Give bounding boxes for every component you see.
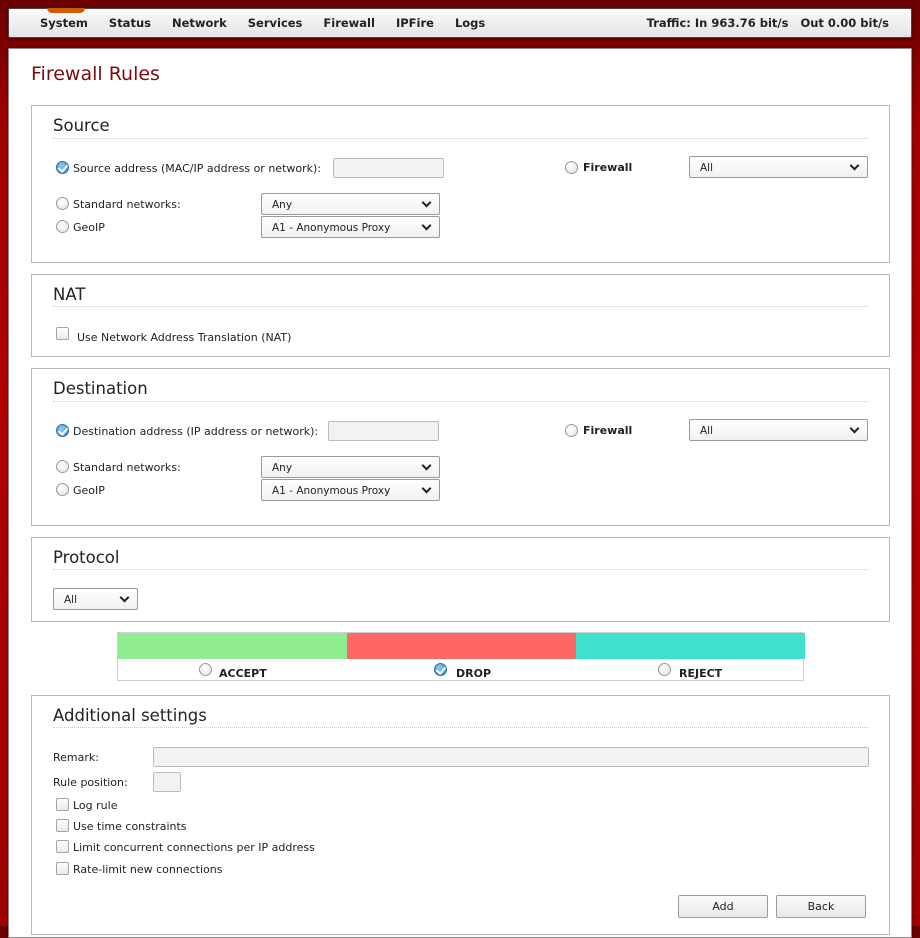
- reject-radio[interactable]: [658, 663, 671, 676]
- source-firewall-select-value: All: [700, 162, 714, 174]
- divider: [53, 401, 869, 402]
- additional-heading: Additional settings: [53, 706, 207, 725]
- drop-color-bar: [347, 633, 576, 659]
- drop-radio[interactable]: [434, 663, 447, 676]
- source-geoip-select[interactable]: [261, 216, 440, 238]
- rate-limit-checkbox[interactable]: [56, 862, 69, 875]
- source-geoip-radio[interactable]: [56, 220, 69, 233]
- traffic-readout: [647, 16, 889, 30]
- rule-position-input[interactable]: [153, 772, 181, 792]
- chevron-down-icon: [120, 593, 130, 603]
- chevron-down-icon: [850, 424, 860, 434]
- page-title: Firewall Rules: [31, 63, 160, 85]
- destination-geoip-label: GeoIP: [73, 484, 105, 497]
- use-nat-checkbox[interactable]: [56, 327, 69, 340]
- divider: [53, 569, 869, 570]
- destination-firewall-label: Firewall: [583, 424, 633, 437]
- chevron-down-icon: [422, 221, 432, 231]
- source-std-networks-select-value: Any: [272, 199, 293, 211]
- chevron-down-icon: [422, 461, 432, 471]
- add-button[interactable]: Add: [678, 895, 768, 918]
- source-std-networks-radio[interactable]: [56, 197, 69, 210]
- chevron-down-icon: [422, 484, 432, 494]
- nat-heading: NAT: [53, 285, 86, 304]
- source-heading: Source: [53, 116, 110, 135]
- source-address-radio[interactable]: [56, 161, 69, 174]
- time-constraints-checkbox[interactable]: [56, 819, 69, 832]
- remark-label: Remark:: [53, 751, 99, 764]
- menu-ipfire[interactable]: IPFire: [395, 16, 434, 30]
- concurrent-connections-label: Limit concurrent connections per IP address: [73, 841, 315, 854]
- destination-firewall-radio[interactable]: [565, 424, 578, 437]
- destination-geoip-select[interactable]: [261, 479, 440, 501]
- destination-geoip-radio[interactable]: [56, 483, 69, 496]
- top-nav-bar: [8, 8, 912, 38]
- concurrent-connections-checkbox[interactable]: [56, 840, 69, 853]
- destination-std-networks-radio[interactable]: [56, 460, 69, 473]
- rule-action-selector: [117, 632, 804, 681]
- source-geoip-select-value: A1 - Anonymous Proxy: [272, 222, 391, 234]
- logo-fragment: [47, 8, 85, 13]
- source-address-label: Source address (MAC/IP address or network):: [73, 162, 321, 175]
- chevron-down-icon: [422, 198, 432, 208]
- remark-input[interactable]: [153, 747, 869, 767]
- source-std-networks-select[interactable]: [261, 193, 440, 215]
- destination-firewall-select-value: All: [700, 425, 714, 437]
- accept-label: ACCEPT: [219, 667, 267, 680]
- drop-label: DROP: [456, 667, 492, 680]
- reject-color-bar: [576, 633, 805, 659]
- menu-services[interactable]: Services: [247, 16, 303, 30]
- source-firewall-radio[interactable]: [565, 161, 578, 174]
- destination-heading: Destination: [53, 379, 148, 398]
- rule-position-label: Rule position:: [53, 776, 128, 789]
- main-menu: [40, 16, 506, 30]
- divider: [53, 138, 869, 139]
- destination-std-networks-select[interactable]: [261, 456, 440, 478]
- protocol-heading: Protocol: [53, 548, 120, 567]
- rate-limit-label: Rate-limit new connections: [73, 863, 223, 876]
- source-firewall-select[interactable]: [689, 156, 868, 178]
- traffic-out: Out 0.00 bit/s: [800, 16, 889, 30]
- use-nat-label: Use Network Address Translation (NAT): [77, 331, 292, 344]
- source-section: [31, 105, 890, 263]
- source-address-input[interactable]: [333, 158, 444, 178]
- main-panel: [8, 48, 912, 938]
- destination-geoip-select-value: A1 - Anonymous Proxy: [272, 485, 391, 497]
- destination-std-networks-label: Standard networks:: [73, 461, 181, 474]
- menu-system[interactable]: System: [40, 16, 88, 30]
- log-rule-label: Log rule: [73, 799, 118, 812]
- menu-network[interactable]: Network: [171, 16, 227, 30]
- accept-color-bar: [118, 633, 347, 659]
- traffic-in: Traffic: In 963.76 bit/s: [646, 16, 789, 30]
- destination-std-networks-select-value: Any: [272, 462, 293, 474]
- protocol-select-value: All: [64, 594, 78, 606]
- destination-address-label: Destination address (IP address or network):: [73, 425, 319, 438]
- divider: [53, 306, 869, 307]
- accept-radio[interactable]: [199, 663, 212, 676]
- protocol-section: [31, 537, 890, 622]
- divider: [53, 727, 869, 728]
- additional-settings-section: [31, 695, 890, 935]
- protocol-select[interactable]: [53, 588, 138, 610]
- menu-status[interactable]: Status: [108, 16, 151, 30]
- source-geoip-label: GeoIP: [73, 221, 105, 234]
- source-firewall-label: Firewall: [583, 161, 633, 174]
- menu-firewall[interactable]: Firewall: [323, 16, 375, 30]
- destination-section: [31, 368, 890, 526]
- chevron-down-icon: [850, 161, 860, 171]
- destination-address-radio[interactable]: [56, 424, 69, 437]
- menu-logs[interactable]: Logs: [454, 16, 486, 30]
- back-button[interactable]: Back: [776, 895, 866, 918]
- destination-address-input[interactable]: [328, 421, 439, 441]
- time-constraints-label: Use time constraints: [73, 820, 187, 833]
- nat-section: [31, 274, 890, 357]
- log-rule-checkbox[interactable]: [56, 798, 69, 811]
- source-std-networks-label: Standard networks:: [73, 198, 181, 211]
- destination-firewall-select[interactable]: [689, 419, 868, 441]
- reject-label: REJECT: [679, 667, 723, 680]
